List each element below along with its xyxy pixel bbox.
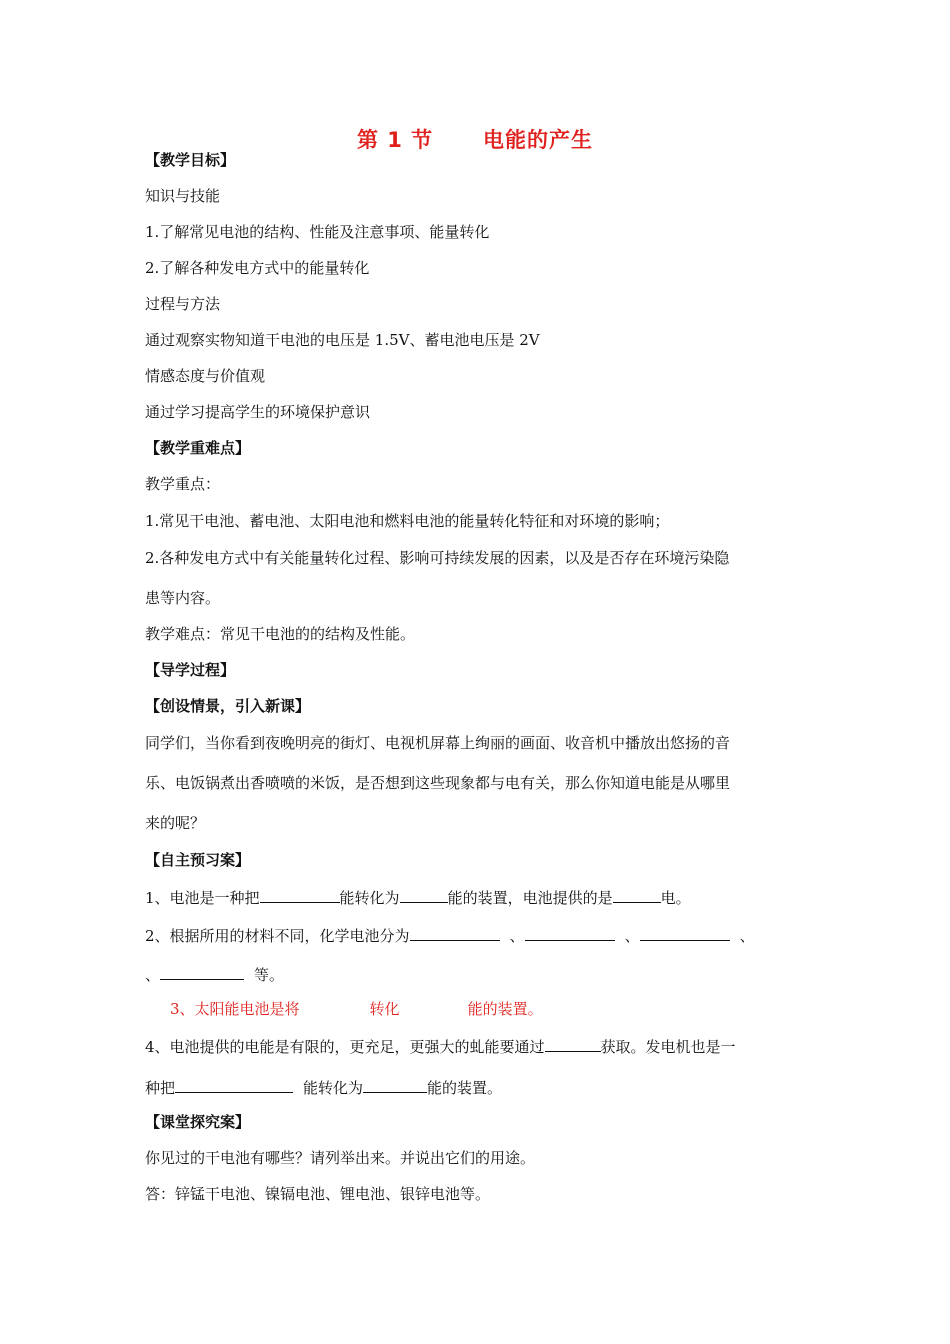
answer-blank[interactable] — [363, 1076, 427, 1093]
question-4-text-a: 4、电池提供的电能是有限的，更充足，更强大的虬能要通过 — [145, 1038, 545, 1056]
key-point-2: 2.各种发电方式中有关能量转化过程、影响可持续发展的因素，以及是否存在环境污染隐 — [145, 549, 730, 567]
section-heading-guide: 【导学过程】 — [145, 661, 236, 679]
question-2-sep-3: 、 — [739, 927, 755, 945]
answer-blank[interactable] — [613, 886, 661, 903]
explore-answer: 答：锌锰干电池、镍镉电池、锂电池、银锌电池等。 — [145, 1185, 491, 1203]
question-4-text-b: 获取。发电机也是一 — [600, 1038, 736, 1056]
question-2-text-a: 2、根据所用的材料不同，化学电池分为 — [145, 927, 410, 945]
answer-blank[interactable] — [260, 886, 340, 903]
key-point-2-cont: 患等内容。 — [145, 589, 221, 607]
question-1-text-b: 能转化为 — [339, 889, 400, 907]
question-4-text-d: 能转化为 — [303, 1079, 364, 1097]
question-3-text-c: 能的装置。 — [467, 1000, 543, 1018]
question-1-text-a: 1、电池是一种把 — [145, 889, 260, 907]
question-2-cont — [145, 963, 284, 985]
section-heading-explore: 【课堂探究案】 — [145, 1113, 251, 1131]
answer-blank[interactable] — [545, 1035, 601, 1052]
section-heading-objectives: 【教学目标】 — [145, 151, 236, 169]
answer-blank[interactable] — [160, 963, 244, 980]
attitude-text: 通过学习提高学生的环境保护意识 — [145, 403, 371, 421]
intro-paragraph-line-1: 同学们，当你看到夜晚明亮的街灯、电视机屏幕上绚丽的画面、收音机中播放出悠扬的音 — [145, 734, 731, 752]
question-4-cont — [145, 1076, 502, 1098]
answer-blank[interactable] — [640, 924, 730, 941]
intro-paragraph-line-3: 来的呢？ — [145, 814, 206, 832]
difficulty-text: 教学难点：常见干电池的的结构及性能。 — [145, 625, 416, 643]
key-points-label: 教学重点： — [145, 475, 221, 493]
question-1-text-d: 电。 — [660, 889, 691, 907]
objective-item-1: 1.了解常见电池的结构、性能及注意事项、能量转化 — [145, 223, 490, 241]
question-4-text-c: 种把 — [145, 1079, 176, 1097]
subheading-attitude: 情感态度与价值观 — [145, 367, 266, 385]
section-heading-preview: 【自主预习案】 — [145, 851, 251, 869]
question-3-text-a: 3、太阳能电池是将 — [170, 1000, 300, 1018]
question-4-text-e: 能的装置。 — [427, 1079, 503, 1097]
explore-question: 你见过的干电池有哪些？请列举出来。并说出它们的用途。 — [145, 1149, 536, 1167]
question-3-text-b: 转化 — [369, 1000, 400, 1018]
answer-blank[interactable] — [525, 924, 615, 941]
section-heading-intro: 【创设情景，引入新课】 — [145, 697, 311, 715]
page-title: 第 1 节 电能的产生 — [356, 128, 594, 152]
question-2-text-b: 、 — [145, 966, 161, 984]
answer-blank[interactable] — [175, 1076, 293, 1093]
intro-paragraph-line-2: 乐、电饭锅煮出香喷喷的米饭，是否想到这些现象都与电有关，那么你知道电能是从哪里 — [145, 774, 731, 792]
question-4 — [145, 1035, 736, 1057]
section-heading-key-points: 【教学重难点】 — [145, 439, 251, 457]
question-1-text-c: 能的装置，电池提供的是 — [447, 889, 613, 907]
question-2 — [145, 924, 755, 946]
question-2-sep-2: 、 — [624, 927, 640, 945]
question-2-text-c: 等。 — [254, 966, 285, 984]
answer-blank[interactable] — [400, 886, 448, 903]
question-1 — [145, 886, 691, 908]
question-2-sep-1: 、 — [509, 927, 525, 945]
question-3 — [170, 999, 543, 1019]
objective-item-2: 2.了解各种发电方式中的能量转化 — [145, 259, 370, 277]
key-point-1: 1.常见干电池、蓄电池、太阳电池和燃料电池的能量转化特征和对环境的影响； — [145, 512, 670, 530]
process-text: 通过观察实物知道干电池的电压是 1.5V、蓄电池电压是 2V — [145, 331, 540, 349]
subheading-knowledge: 知识与技能 — [145, 187, 221, 205]
answer-blank[interactable] — [410, 924, 500, 941]
subheading-process: 过程与方法 — [145, 295, 221, 313]
